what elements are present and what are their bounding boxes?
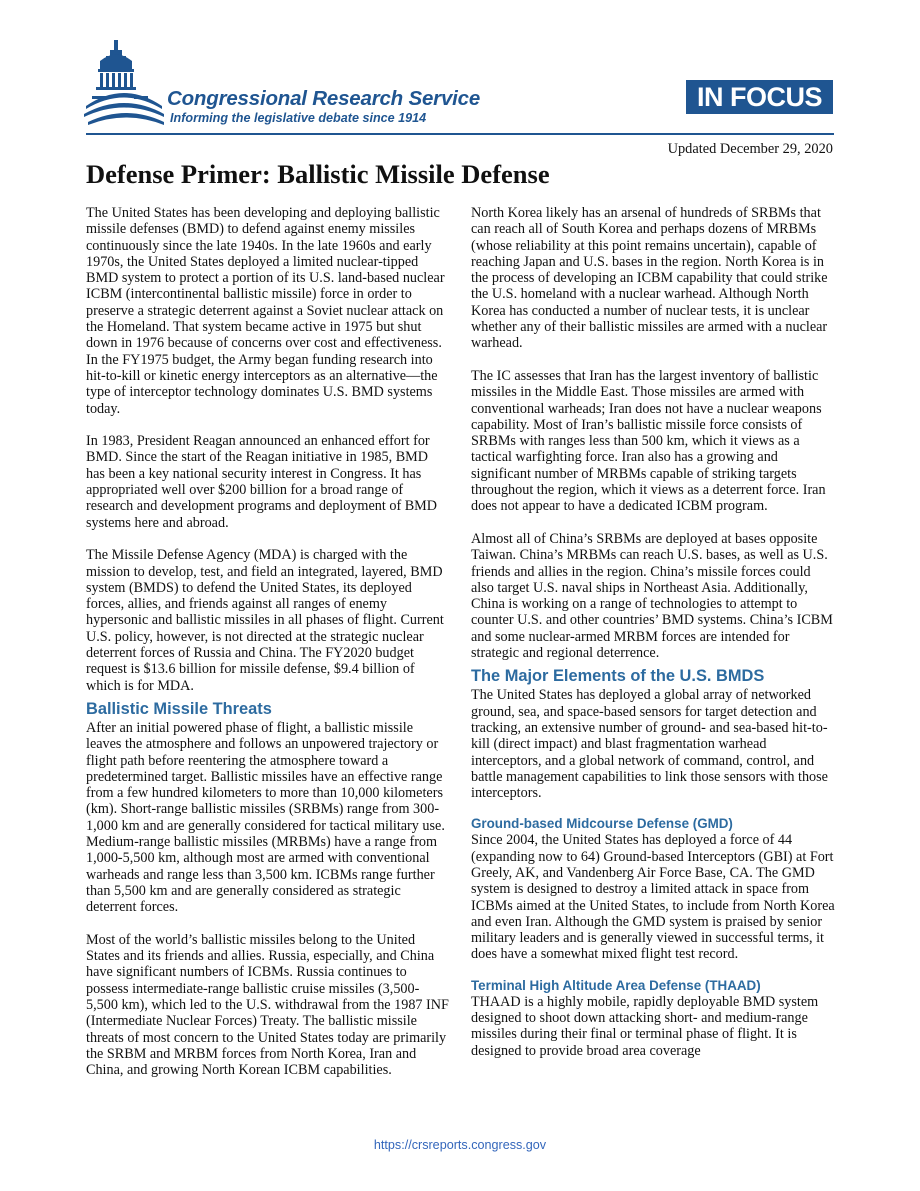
- org-name: Congressional Research Service: [167, 87, 481, 110]
- page-title: Defense Primer: Ballistic Missile Defense: [86, 159, 550, 189]
- intro-paragraph-1: The United States has been developing and deploying ballistic missile defenses (BMD) to defend against enemy missiles continuously since the late 1940s. In the late 1960s and early 1970s, the United States deployed a limited nuclear-tipped BMD system to protect a portion of its U.S. land-based nuclear ICBM (intercontinental ballistic missile) force in order to preserve a strategic deterrent against a Soviet nuclear attack on the Homeland. That system became active in 1975 but shut down in 1976 because of concerns over cost and effectiveness. In the FY1975 budget, the Army began funding research into hit-to-kill or kinetic energy interceptors as an alternative—the type of interceptor technology dominates U.S. BMD systems today.: [86, 205, 445, 417]
- right-column: [471, 205, 835, 1059]
- intro-paragraph-2: In 1983, President Reagan announced an enhanced effort for BMD. Since the start of the Reagan initiative in 1985, BMD has been a key national security interest in Congress. It has appropriated well over $200 billion for a broad range of research and development programs and deployment of BMD systems here and abroad.: [86, 433, 438, 531]
- north-korea-paragraph: North Korea likely has an arsenal of hundreds of SRBMs that can reach all of South Korea and perhaps dozens of MRBMs (whose reliability at this point remains uncertain), capable of reaching Japan and U.S. bases in the region. North Korea is in the process of developing an ICBM capability that could strike the U.S. homeland with a nuclear warhead. Although North Korea has conducted a number of nuclear tests, it is unclear whether any of their ballistic missiles are armed with a nuclear warhead.: [471, 205, 828, 352]
- crs-brand: [167, 88, 480, 125]
- thaad-paragraph: THAAD is a highly mobile, rapidly deployable BMD system designed to shoot down attacking short- and medium-range missiles during their final or terminal phase of flight. It is designed to provide broad area coverage: [471, 993, 819, 1059]
- threats-heading: Ballistic Missile Threats: [86, 699, 272, 718]
- org-tagline: Informing the legislative debate since 1914: [170, 111, 427, 125]
- threats-paragraph-2: Most of the world’s ballistic missiles belong to the United States and its friends and allies. Russia, especially, and China have significant numbers of ICBMs. Russia continues to possess intermediate-range ballistic cruise missiles (3,500-5,500 km), which led to the U.S. withdrawal from the 1987 INF (Intermediate Nuclear Forces) Treaty. The ballistic missile threats of most concern to the United States today are primarily the SRBM and MRBM forces from North Korea, Iran and China, and growing North Korean ICBM capabilities.: [86, 931, 449, 1079]
- page-header: [0, 0, 920, 140]
- thaad-heading: Terminal High Altitude Area Defense (THAAD): [471, 977, 761, 993]
- bmds-paragraph: The United States has deployed a global array of networked ground, sea, and space-based sensors for target detection and tracking, an extensive number of ground- and sea-based hit-to-kill (direct impact) and blast fragmentation warhead interceptors, and a global network of command, control, and battle management capabilities to link those sensors with those interceptors.: [471, 687, 828, 802]
- capitol-dome-logo: [84, 40, 164, 128]
- bmds-heading: The Major Elements of the U.S. BMDS: [471, 667, 765, 686]
- gmd-paragraph: Since 2004, the United States has deployed a force of 44 (expanding now to 64) Ground-based Interceptors (GBI) at Fort Greely, AK, and Vandenberg Air Force Base, CA. The GMD system is designed to destroy a limited attack in space from ICBMs aimed at the United States, to include from North Korea and even Iran. Although the GMD system is praised by senior military leaders and is generally viewed in successful terms, it does have a somewhat mixed flight test record.: [471, 832, 835, 963]
- left-column: [86, 205, 450, 1078]
- gmd-heading: Ground-based Midcourse Defense (GMD): [471, 816, 733, 832]
- in-focus-badge: IN FOCUS: [686, 80, 833, 114]
- footer-url-link[interactable]: https://crsreports.congress.gov: [373, 1138, 547, 1152]
- updated-date: Updated December 29, 2020: [667, 141, 833, 157]
- intro-paragraph-3: The Missile Defense Agency (MDA) is charged with the mission to develop, test, and field an integrated, layered, BMD system (BMDS) to defend the United States, its deployed forces, allies, and friends against all ranges of enemy hypersonic and ballistic missiles in all phases of flight. Current U.S. policy, however, is not directed at the strategic nuclear deterrent forces of Russia and China. The FY2020 budget request is $13.6 billion for missile defense, $9.4 billion of which is for MDA.: [86, 547, 444, 694]
- threats-paragraph-1: After an initial powered phase of flight, a ballistic missile leaves the atmosphere and follows an unpowered trajectory or flight path before reentering the atmosphere toward a predetermined target. Ballistic missiles have an effective range from a few hundred kilometers to more than 10,000 kilometers (km). Short-range ballistic missiles (SRBMs) range from 300-1,000 km and are generally considered for tactical military use. Medium-range ballistic missiles (MRBMs) have a range from 1,000-5,500 km, although most are armed with conventional warheads and range less than 3,500 km. ICBMs range further than 5,500 km and are generally considered as strategic deterrent forces.: [86, 719, 445, 916]
- header-rule: [86, 133, 834, 135]
- china-paragraph: Almost all of China’s SRBMs are deployed at bases opposite Taiwan. China’s MRBMs can reach U.S. bases, as well as U.S. friends and allies in the region. China’s missile forces could also target U.S. naval ships in Northeast Asia. Additionally, China is working on a range of technologies to attempt to counter U.S. and other countries’ BMD systems. China’s ICBM and some nuclear-armed MRBM forces are intended for strategic and regional deterrence.: [471, 530, 833, 662]
- iran-paragraph: The IC assesses that Iran has the largest inventory of ballistic missiles in the Middle East. Those missiles are armed with conventional warheads; Iran does not have a nuclear weapons capability. Most of Iran’s ballistic missile force consists of SRBMs with ranges less than 500 km, which it views as a tactical warfighting force. Iran also has a growing and significant number of MRBMs capable of striking targets throughout the region, which it views as a deterrent force. Iran does not appear to have a dedicated ICBM program.: [471, 367, 826, 515]
